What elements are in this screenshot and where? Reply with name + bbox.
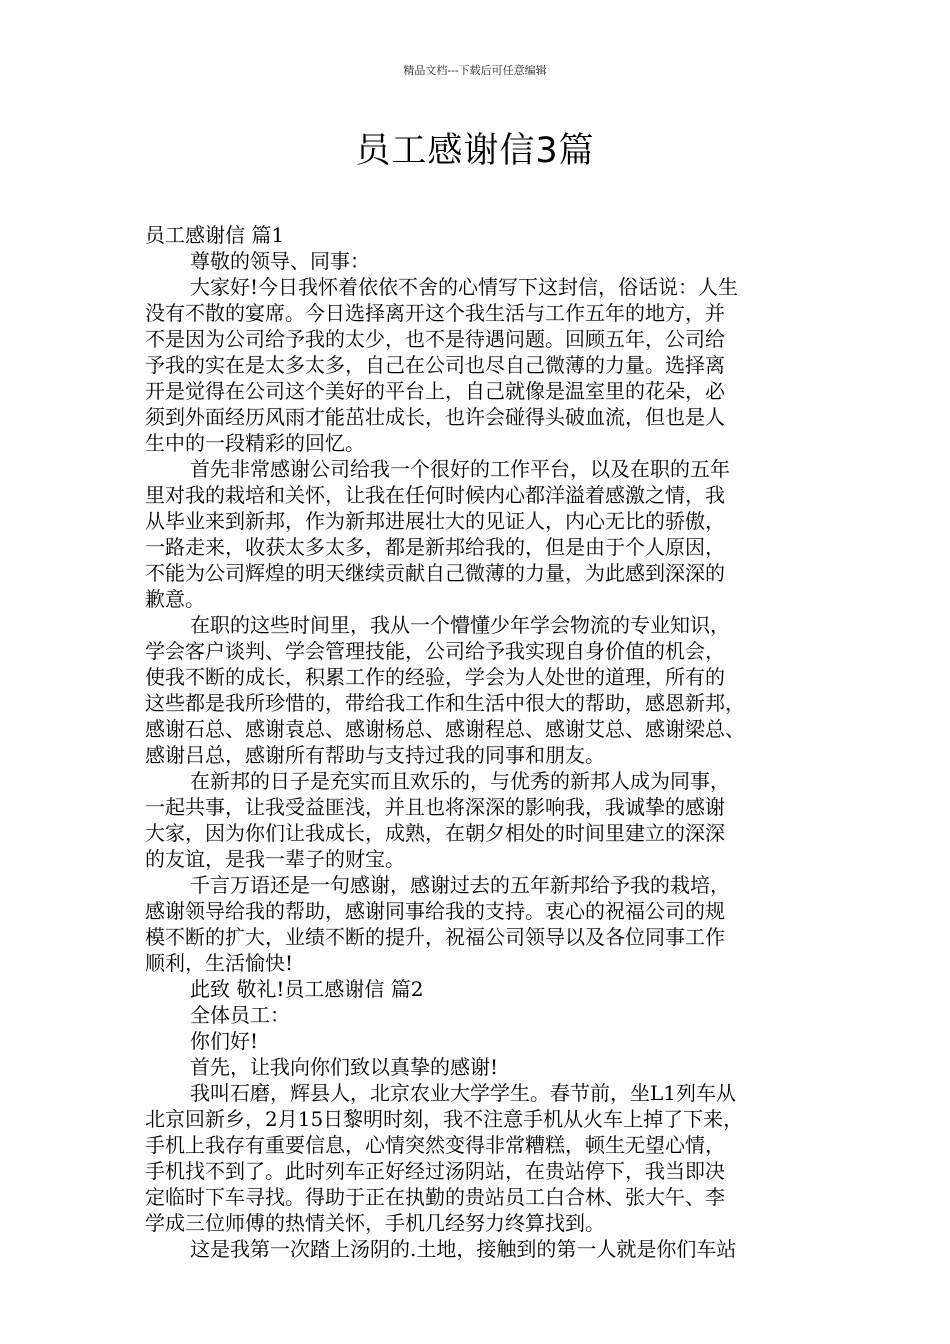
text-line: 从毕业来到新邦，作为新邦进展壮大的见证人，内心无比的骄傲， [145, 509, 725, 533]
text-line: 这些都是我所珍惜的，带给我工作和生活中很大的帮助，感恩新邦， [145, 691, 745, 715]
text-line: 的友谊，是我一辈子的财宝。 [145, 847, 405, 871]
text-line: 模不断的扩大，业绩不断的提升，祝福公司领导以及各位同事工作 [145, 925, 725, 949]
text-line: 一路走来，收获太多太多，都是新邦给我的，但是由于个人原因， [145, 535, 725, 559]
text-line: 这是我第一次踏上汤阴的.土地，接触到的第一人就是你们车站 [190, 1237, 737, 1261]
text-line: 须到外面经历风雨才能茁壮成长，也许会碰得头破血流，但也是人 [145, 405, 725, 429]
text-line: 生中的一段精彩的回忆。 [145, 431, 365, 455]
text-line: 全体员工： [190, 1003, 290, 1027]
text-line: 予我的实在是太多太多，自己在公司也尽自己微薄的力量。选择离 [145, 353, 725, 377]
text-line: 一起共事，让我受益匪浅，并且也将深深的影响我，我诚挚的感谢 [145, 795, 725, 819]
text-line: 开是觉得在公司这个美好的平台上，自己就像是温室里的花朵，必 [145, 379, 725, 403]
text-line: 员工感谢信 篇1 [145, 223, 285, 247]
text-line: 手机找不到了。此时列车正好经过汤阴站，在贵站停下，我当即决 [145, 1159, 725, 1183]
text-line: 首先，让我向你们致以真挚的感谢! [190, 1055, 499, 1079]
text-line: 里对我的栽培和关怀，让我在任何时候内心都洋溢着感激之情，我 [145, 483, 725, 507]
page-header: 精品文档---下载后可任意编辑 [403, 64, 547, 77]
text-line: 不能为公司辉煌的明天继续贡献自己微薄的力量，为此感到深深的 [145, 561, 725, 585]
text-line: 你们好! [190, 1029, 259, 1053]
text-line: 使我不断的成长，积累工作的经验，学会为人处世的道理，所有的 [145, 665, 725, 689]
text-line: 感谢石总、感谢袁总、感谢杨总、感谢程总、感谢艾总、感谢梁总、 [145, 717, 745, 741]
text-line: 千言万语还是一句感谢，感谢过去的五年新邦给予我的栽培， [190, 873, 730, 897]
text-line: 北京回新乡，2月15日黎明时刻，我不注意手机从火车上掉了下来， [145, 1107, 744, 1131]
text-line: 手机上我存有重要信息，心情突然变得非常糟糕，顿生无望心情， [145, 1133, 725, 1157]
document-title: 员工感谢信3篇 [355, 131, 595, 171]
text-line: 顺利，生活愉快! [145, 951, 294, 975]
text-line: 尊敬的领导、同事： [190, 249, 370, 273]
text-line: 大家好!今日我怀着依依不舍的心情写下这封信，俗话说：人生 [190, 275, 739, 299]
text-line: 在职的这些时间里，我从一个懵懂少年学会物流的专业知识， [190, 613, 730, 637]
text-line: 不是因为公司给予我的太少，也不是待遇问题。回顾五年，公司给 [145, 327, 725, 351]
text-line: 歉意。 [145, 587, 205, 611]
text-line: 没有不散的宴席。今日选择离开这个我生活与工作五年的地方，并 [145, 301, 725, 325]
text-line: 大家，因为你们让我成长，成熟，在朝夕相处的时间里建立的深深 [145, 821, 725, 845]
text-line: 定临时下车寻找。得助于正在执勤的贵站员工白合林、张大午、李 [145, 1185, 725, 1209]
text-line: 我叫石磨，辉县人，北京农业大学学生。春节前，坐L1列车从 [190, 1081, 737, 1105]
text-line: 学成三位师傅的热情关怀，手机几经努力终算找到。 [145, 1211, 605, 1235]
text-line: 首先非常感谢公司给我一个很好的工作平台，以及在职的五年 [190, 457, 730, 481]
text-line: 感谢领导给我的帮助，感谢同事给我的支持。衷心的祝福公司的规 [145, 899, 725, 923]
document-body [145, 222, 825, 1262]
text-line: 学会客户谈判、学会管理技能，公司给予我实现自身价值的机会， [145, 639, 725, 663]
text-line: 感谢吕总，感谢所有帮助与支持过我的同事和朋友。 [145, 743, 605, 767]
text-line: 此致 敬礼!员工感谢信 篇2 [190, 977, 424, 1001]
text-line: 在新邦的日子是充实而且欢乐的，与优秀的新邦人成为同事， [190, 769, 730, 793]
